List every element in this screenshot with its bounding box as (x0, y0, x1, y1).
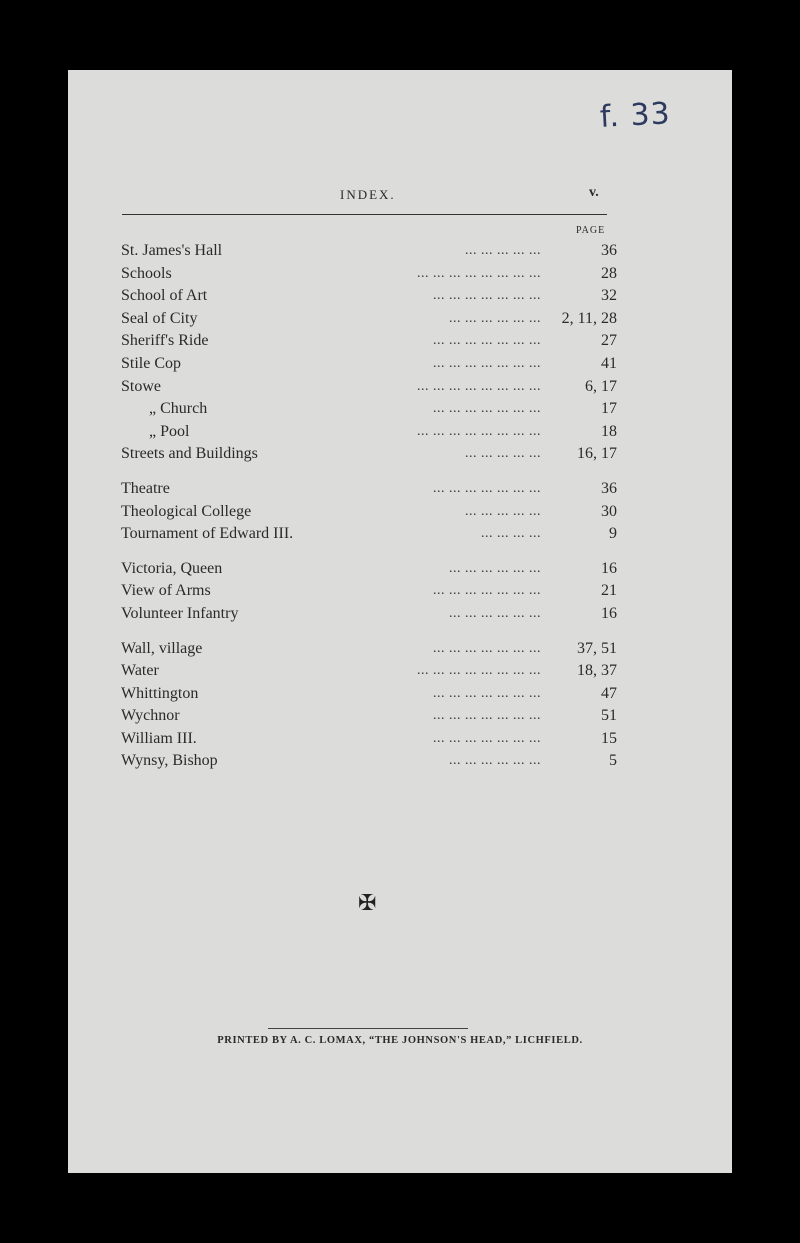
index-entry (121, 398, 617, 421)
entry-name: Water (121, 662, 159, 680)
entry-name: Wall, village (121, 639, 203, 657)
leader-dots: ... ... ... ... ... ... ... (433, 685, 541, 701)
entry-pages: 18, 37 (577, 662, 617, 680)
entry-pages: 16 (601, 559, 617, 577)
header-rule (122, 214, 607, 215)
entry-pages: 51 (601, 707, 617, 725)
leader-dots: ... ... ... ... ... ... (449, 605, 541, 621)
index-entry (121, 501, 617, 524)
leader-dots: ... ... ... ... ... ... ... ... (417, 423, 541, 439)
index-entry (121, 728, 617, 751)
leader-dots: ... ... ... ... ... ... ... (433, 288, 541, 304)
index-entry (121, 330, 617, 353)
page-title: INDEX. (340, 187, 396, 202)
entry-pages: 36 (601, 242, 617, 259)
index-entry (121, 285, 617, 308)
leader-dots: ... ... ... ... ... ... ... (433, 480, 541, 496)
footer-rule (268, 1028, 468, 1029)
leader-dots: ... ... ... ... ... ... ... (433, 730, 541, 746)
entry-pages: 17 (601, 400, 617, 418)
entry-name: View of Arms (121, 582, 211, 600)
folio-annotation: f. 33 (599, 96, 672, 135)
entry-name: Theological College (121, 502, 252, 520)
entry-pages: 27 (601, 332, 617, 350)
entry-pages: 16 (601, 604, 617, 622)
leader-dots: ... ... ... ... ... (465, 503, 541, 519)
entry-pages: 47 (601, 684, 617, 702)
entry-pages: 9 (609, 525, 617, 543)
page-numeral: v. (589, 185, 599, 200)
entry-name: Victoria, Queen (121, 559, 223, 577)
entry-pages: 36 (601, 479, 617, 497)
index-entry (121, 376, 617, 399)
entry-pages: 21 (601, 582, 617, 600)
index-entry (121, 683, 617, 706)
leader-dots: ... ... ... ... ... ... ... (433, 333, 541, 349)
entry-pages: 15 (601, 729, 617, 747)
leader-dots: ... ... ... ... ... ... ... (433, 583, 541, 599)
leader-dots: ... ... ... ... ... ... ... (433, 640, 541, 656)
maltese-cross-icon: ✠ (358, 890, 377, 915)
entry-pages: 18 (601, 422, 617, 440)
entry-pages: 32 (601, 287, 617, 305)
entry-name: Volunteer Infantry (121, 604, 239, 622)
entry-name: Stowe (121, 377, 161, 395)
entry-name: Streets and Buildings (121, 445, 258, 463)
index-entry (121, 558, 617, 581)
entry-name: William III. (121, 729, 197, 747)
entry-name: „ Pool (149, 422, 190, 440)
leader-dots: ... ... ... ... ... ... ... ... (417, 378, 541, 394)
index-entry (121, 660, 617, 683)
leader-dots: ... ... ... ... ... ... ... ... (417, 663, 541, 679)
index-entry (121, 240, 617, 263)
index-entry (121, 443, 617, 466)
leader-dots: ... ... ... ... ... ... ... (433, 355, 541, 371)
entry-name: Sheriff's Ride (121, 332, 209, 350)
leader-dots: ... ... ... ... ... ... (449, 310, 541, 326)
entry-name: Schools (121, 264, 172, 282)
entry-pages: 30 (601, 502, 617, 520)
index-entry (121, 750, 617, 773)
page-column-label: PAGE (576, 225, 606, 236)
index-entry (121, 523, 617, 546)
entry-name: Stile Cop (121, 354, 182, 372)
index-entries (121, 240, 617, 773)
entry-name: Wynsy, Bishop (121, 752, 218, 770)
entry-name: Whittington (121, 684, 199, 702)
index-entry (121, 603, 617, 626)
entry-pages: 28 (601, 264, 617, 282)
index-entry (121, 353, 617, 376)
leader-dots: ... ... ... ... (481, 526, 541, 542)
index-entry (121, 308, 617, 331)
entry-pages: 37, 51 (577, 639, 617, 657)
index-entry (121, 263, 617, 286)
leader-dots: ... ... ... ... ... ... (449, 753, 541, 769)
index-entry (121, 580, 617, 603)
index-entry (121, 705, 617, 728)
entry-pages: 41 (601, 354, 617, 372)
entry-pages: 16, 17 (577, 445, 617, 463)
entry-name: Seal of City (121, 309, 198, 327)
leader-dots: ... ... ... ... ... (465, 243, 541, 258)
leader-dots: ... ... ... ... ... ... ... ... (417, 265, 541, 281)
leader-dots: ... ... ... ... ... ... (449, 560, 541, 576)
leader-dots: ... ... ... ... ... ... ... (433, 708, 541, 724)
entry-name: Tournament of Edward III. (121, 525, 294, 543)
entry-name: St. James's Hall (121, 242, 223, 259)
entry-name: Wychnor (121, 707, 180, 725)
index-entry (121, 638, 617, 661)
index-page (68, 70, 732, 1173)
entry-pages: 2, 11, 28 (561, 309, 617, 327)
printer-imprint: PRINTED BY A. C. LOMAX, “THE JOHNSON'S HEAD,” LICHFIELD. (217, 1035, 583, 1046)
entry-pages: 5 (609, 752, 617, 770)
entry-pages: 6, 17 (585, 377, 617, 395)
entry-name: School of Art (121, 287, 208, 305)
leader-dots: ... ... ... ... ... (465, 446, 541, 462)
leader-dots: ... ... ... ... ... ... ... (433, 401, 541, 417)
entry-name: Theatre (121, 479, 170, 497)
entry-name: „ Church (149, 400, 208, 418)
index-entry (121, 478, 617, 501)
index-entry (121, 421, 617, 444)
